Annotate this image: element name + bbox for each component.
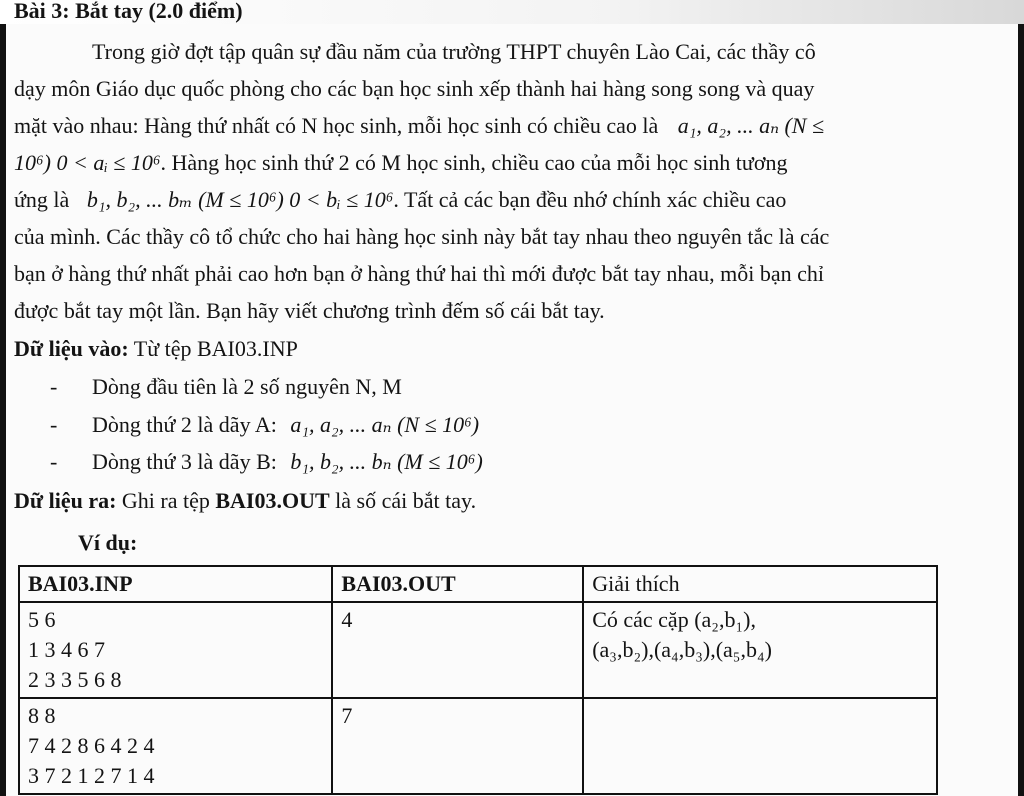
input-item-1 (50, 374, 402, 400)
paragraph-line-3 (14, 111, 824, 141)
input-section-heading (14, 336, 298, 362)
input-item-2-math: a₁, a₂, ... aₙ (N ≤ 10⁶) (290, 412, 480, 437)
input-item-2-dash: - (50, 412, 58, 437)
explain-line: Có các cặp (a₂,b₁), (592, 607, 756, 632)
cell-inp (19, 698, 332, 794)
output-section-heading (14, 488, 476, 514)
paragraph-line-5-text2: . Tất cả các bạn đều nhớ chính xác chiều cao (393, 187, 787, 212)
cell-out: 4 (332, 602, 583, 698)
table-header-row (19, 566, 937, 602)
input-item-1-text: Dòng đầu tiên là 2 số nguyên N, M (92, 374, 402, 399)
input-section-label: Dữ liệu vào: (14, 336, 129, 361)
paragraph-line-1: Trong giờ đợt tập quân sự đầu năm của trường THPT chuyên Lào Cai, các thầy cô (92, 39, 816, 64)
inp-line: 7 4 2 8 6 4 2 4 (28, 733, 155, 758)
cell-explain (583, 698, 937, 794)
output-section-pre: Ghi ra tệp (121, 488, 210, 513)
paragraph-line-8: được bắt tay một lần. Bạn hãy viết chương trình đếm số cái bắt tay. (14, 298, 605, 323)
paragraph-line-7: bạn ở hàng thứ nhất phải cao hơn bạn ở hàng thứ hai thì mới được bắt tay nhau, mỗi bạn chỉ (14, 261, 824, 286)
paragraph-line-2: dạy môn Giáo dục quốc phòng cho các bạn học sinh xếp thành hai hàng song song và quay (14, 76, 815, 101)
paragraph-line-6: của mình. Các thầy cô tổ chức cho hai hàng học sinh này bắt tay nhau theo nguyên tắc là các (14, 224, 830, 249)
header-explain: Giải thích (583, 566, 937, 602)
cell-out: 7 (332, 698, 583, 794)
output-section-filename: BAI03.OUT (215, 488, 330, 513)
input-item-3 (50, 449, 483, 475)
cell-explain (583, 602, 937, 698)
paragraph-line-4-text: . Hàng học sinh thứ 2 có M học sinh, chiều cao của mỗi học sinh tương (160, 150, 788, 175)
explain-line: (a₃,b₂),(a₄,b₃),(a₅,b₄) (592, 637, 772, 662)
right-border (1018, 24, 1024, 796)
paragraph-line-5 (14, 185, 786, 215)
input-item-3-math: b₁, b₂, ... bₙ (M ≤ 10⁶) (290, 449, 483, 474)
header-inp: BAI03.INP (19, 566, 332, 602)
example-table (18, 565, 938, 795)
input-item-3-text: Dòng thứ 3 là dãy B: (92, 449, 277, 474)
problem-title: Bài 3: Bắt tay (2.0 điểm) (14, 0, 243, 23)
table-row (19, 698, 937, 794)
header-out: BAI03.OUT (332, 566, 583, 602)
left-border (0, 24, 6, 796)
input-item-1-dash: - (50, 374, 58, 399)
paragraph-line-3-text: mặt vào nhau: Hàng thứ nhất có N học sinh, mỗi học sinh có chiều cao là (14, 113, 659, 138)
inp-line: 2 3 3 5 6 8 (28, 667, 122, 692)
inp-line: 5 6 (28, 607, 56, 632)
inp-line: 8 8 (28, 703, 56, 728)
paragraph-line-3-math: a₁, a₂, ... aₙ (N ≤ (677, 113, 825, 138)
input-section-text: Từ tệp BAI03.INP (133, 336, 298, 361)
paragraph-line-4 (14, 148, 787, 178)
paragraph-line-5-math: b₁, b₂, ... bₘ (M ≤ 10⁶) 0 < bᵢ ≤ 10⁶ (86, 187, 394, 212)
table-row (19, 602, 937, 698)
output-section-post: là số cái bắt tay. (335, 488, 477, 513)
paragraph-line-5-text: ứng là (14, 187, 70, 212)
inp-line: 1 3 4 6 7 (28, 637, 105, 662)
output-section-label: Dữ liệu ra: (14, 488, 117, 513)
input-item-3-dash: - (50, 449, 58, 474)
input-item-2-text: Dòng thứ 2 là dãy A: (92, 412, 277, 437)
paragraph-line-4-math: 10⁶) 0 < aᵢ ≤ 10⁶ (14, 150, 161, 175)
input-item-2 (50, 412, 479, 438)
inp-line: 3 7 2 1 2 7 1 4 (28, 763, 155, 788)
cell-inp (19, 602, 332, 698)
example-label: Ví dụ: (78, 530, 138, 555)
